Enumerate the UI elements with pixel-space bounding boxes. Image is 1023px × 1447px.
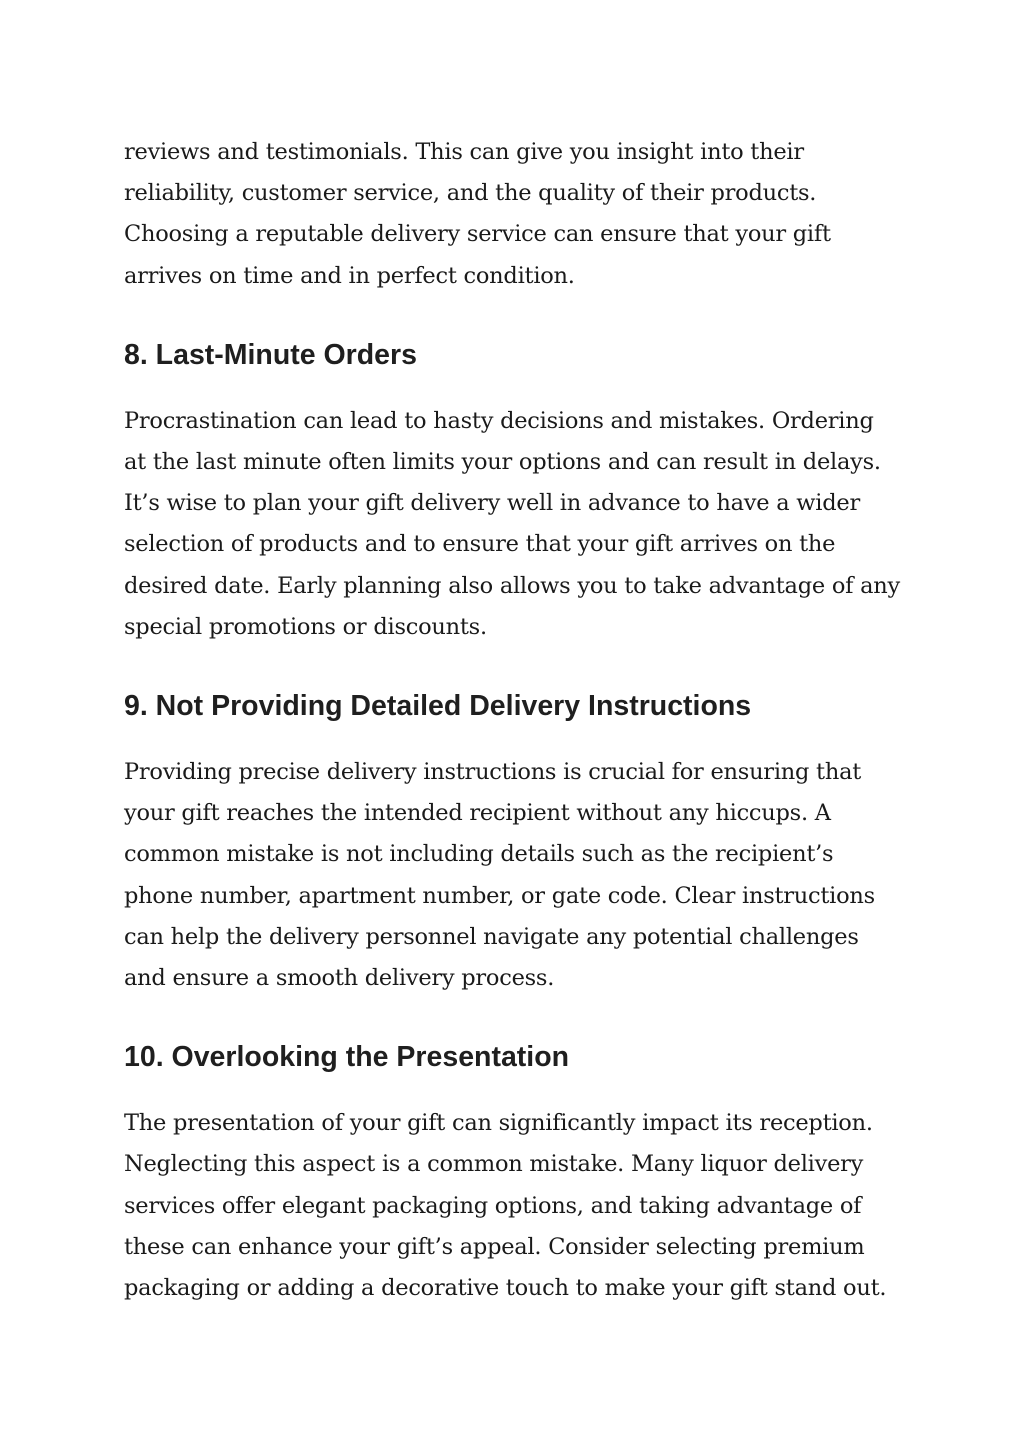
section-paragraph-presentation: The presentation of your gift can significantly impact its reception. Neglecting this aspect is a common mistake. Many liquor delivery services offer elegant packaging options, and taking advantage of these can enhance your gift’s appeal. Consider selecting premium packaging or adding a decorative touch to make your gift stand out. [124, 1110, 887, 1302]
section-paragraph-last-minute-orders: Procrastination can lead to hasty decisions and mistakes. Ordering at the last minute often limits your options and can result in delays. It’s wise to plan your gift delivery well in advance to have a wider selection of products and to ensure that your gift arrives on the desired date. Early planning also allows you to take advantage of any special promotions or discounts. [124, 407, 900, 640]
section-heading-presentation: 10. Overlooking the Presentation [124, 1041, 570, 1074]
section-heading-delivery-instructions: 9. Not Providing Detailed Delivery Instructions [124, 690, 752, 723]
section-heading-last-minute-orders: 8. Last-Minute Orders [124, 338, 417, 371]
intro-paragraph: reviews and testimonials. This can give you insight into their reliability, customer service, and the quality of their products. Choosing a reputable delivery service can ensure that your gift arrives on time and in perfect condition. [124, 139, 831, 289]
section-paragraph-delivery-instructions: Providing precise delivery instructions is crucial for ensuring that your gift reaches the intended recipient without any hiccups. A common mistake is not including details such as the recipient’s phone number, apartment number, or gate code. Clear instructions can help the delivery personnel navigate any potential challenges and ensure a smooth delivery process. [124, 759, 875, 992]
document-page [124, 132, 914, 1309]
